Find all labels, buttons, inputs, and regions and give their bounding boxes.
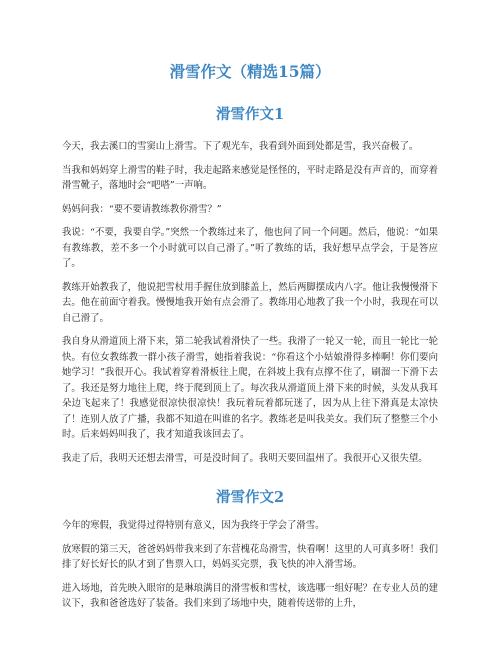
essay-section-2 xyxy=(62,488,438,612)
paragraph: 教练开始教我了，他说把雪杖用手握住放到膝盖上，然后两脚摆成内八字。他让我慢慢滑下去。他在前面守着我。慢慢地我开始有点会滑了。教练用心地教了我一个小时，我现在可以自己滑了。 xyxy=(62,281,438,324)
section-2-heading: 滑雪作文2 xyxy=(215,489,285,506)
paragraph: 进入场地，首先映入眼帘的是琳琅满目的滑雪板和雪杖，该选哪一组好呢？在专业人员的建议下，我和爸爸选好了装备。我们来到了场地中央，随着传送带的上升， xyxy=(62,582,438,609)
paragraph: 妈妈问我：“要不要请教练教你滑雪？” xyxy=(62,203,222,215)
paragraph: 我说：“不要，我要自学。”突然一个教练过来了，他也问了同一个问题。然后，他说：“如果有教练教，差不多一个小时就可以自己滑了。”听了教练的话，我好想早点学会，于是答应了。 xyxy=(62,227,438,269)
section-1-heading: 滑雪作文1 xyxy=(215,106,285,123)
document-title: 滑雪作文（精选15篇） xyxy=(169,62,331,81)
paragraph: 我自身从滑道顶上滑下来，第二轮我试着滑快了一些。我滑了一轮又一轮，而且一轮比一轮快。有位女教练教一群小孩子滑雪，她指着我说：“你看这个小姑娘滑得多棒啊！你们要向她学习！”我很开心。我试着穿着滑板往上爬，在斜坡上我有点撑不住了，刷溜一下滑下去了。我还是努力地往上爬，终于爬到顶上了。每次我从滑道顶上滑下来的时候，头发从我耳朵边飞起来了！我感觉很凉快很凉快！我玩着玩着都玩迷了，因为从上往下滑真是太凉快了！连别人放了广播，我都不知道在叫谁的名字。教练老是叫我美女。我们玩了整整三个小时。后来妈妈叫我了，我才知道我该回去了。 xyxy=(62,336,438,440)
paragraph: 今年的寒假，我觉得过得特别有意义，因为我终于学会了滑雪。 xyxy=(62,520,325,531)
paragraph: 今天，我去溪口的雪窦山上滑雪。下了观光车，我看到外面到处都是雪，我兴奋极了。 xyxy=(62,141,419,152)
paragraph: 我走了后，我明天还想去滑雪，可是没时间了。我明天要回温州了。我很开心又很失望。 xyxy=(62,452,428,464)
paragraph: 放寒假的第三天，爸爸妈妈带我来到了东营槐花岛滑雪，快看啊！这里的人可真多呀！我们排了好长好长的队才到了售票入口，妈妈买完票，我飞快的冲入滑雪场。 xyxy=(62,543,438,570)
essay-section-1 xyxy=(62,105,438,466)
paragraph: 当我和妈妈穿上滑雪的鞋子时，我走起路来感觉是怪怪的，平时走路是没有声音的，而穿着滑雪靴子，落地时会“吧嗒”一声响。 xyxy=(62,164,438,191)
